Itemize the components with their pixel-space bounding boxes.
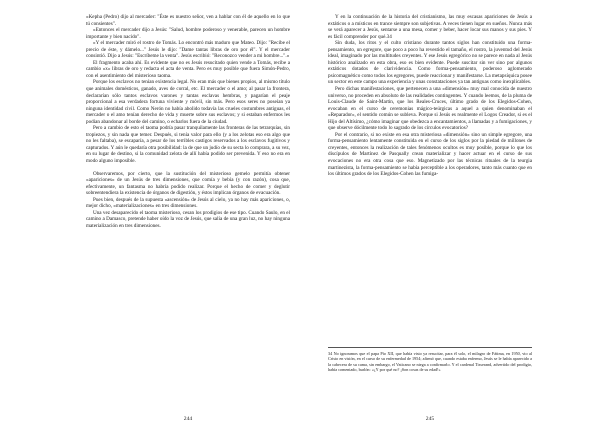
paragraph: Sin duda, los ritos y el culto cristiano durante tantos siglos han constituido una forma-pensamiento, un egregore, que poco a poco ha revestido el tamaño, el rostro, la juventud del Jesús ideal, imaginado por las multitudes creyentes. Y ese Jesús egregórico no se parece en nada al Jesús histórico analizado en esta obra, eso es bien evidente. Puede suscitar sin ver sino por algunos extáticos dotados de clarividencia. Como forma-pensamiento, poderoso aglomerado psicomagnético como todos los egregores, puede reaccionar y manifestarse. La metapsíquica posee un sector en este campo una experiencia y unas constataciones ya tan antiguas como inexplicables. — [328, 40, 532, 86]
right-page — [328, 14, 532, 422]
footnote-area — [328, 347, 532, 372]
paragraph: El fragmento acaba ahí. Es evidente que no es Jesús resucitado quien vende a Tomás, recibe a cambio «x» libras de oro y redacta el acta de venta. Pero es muy posible que fuera Simón-Pedro, con el asentimiento del misterioso taoma. — [86, 59, 290, 79]
right-page-body — [328, 14, 532, 178]
paragraph: Por el contrario, si no existe en esa otra misteriosa «dimensión» sino un simple egregore, una forma-pensamiento lentamente constituida en el curso de los siglos por la piedad de millones de creyentes, entonces la realización de tales fenómenos ocultos es muy posible, porque lo que los discípulos de Martínez de Pasqually crean materializar y hacer actuar en el curso de sus evocaciones no era otra cosa que eso. Magnetizado por las técnicas rituales de la teurgia martinezista, la forma-pensamiento se había perceptible a los operadores, tanto más cuanto que en los últimos grados de los Elegidos-Cohen las fumiga- — [328, 131, 532, 178]
paragraph: Y en la continuación de la historia del cristianismo, las muy escasas apariciones de Jesús a extáticos o a místicos en trance siempre son subjetivas. A veces tienen lugar en sueños. Nunca más se verá aparecer a Jesús, sentarse a una mesa, comer y beber, hacer locar sus manos y sus pies. Y es fácil comprender por qué.34 — [328, 14, 532, 40]
page-number: 245 — [425, 416, 435, 422]
page-number: 244 — [183, 416, 193, 422]
left-page — [86, 14, 290, 422]
footnote: 34 No ignoramos que el papa Pío XII, que había visto ya resucitar, para él solo, el milagro de Fátima, en 1950, vio al Cristo en visión, en el curso de su enfermedad de 1954; afirmó que, cuando estaba enfermo, Jesús se le había aparecido a la cabecera de su cama, sin embargo, el Vaticano se niega a confirmarlo. Y el cardenal Tisserand, advertido del prodigio, había comentado, burlón: «¿Y por qué no? ¡Son cosas de su edad!» — [328, 351, 532, 372]
paragraph: Pero dichas manifestaciones, que pertenecen a una «dimensión» muy mal conocida de nuestro universo, no proceden en absoluto de las realidades contingentes. Y cuando leemos, de la pluma de Louis-Claude de Saint-Martin, que los Reales-Cruces, último grado de los Elegidos-Cohen, evocaban en el curso de ceremonias mágico-teúrgicas a aquel a quien denominaban el «Reparador», el sentido común se subleva. Porque si Jesús es realmente el Logos Creador, si es el Hijo del Altísimo, ¿cómo imaginar que obedezca a encantamientos, a llamadas y a fumigaciones, y que observe dócilmente todo lo sagrado de los círculos evocatorios? — [328, 86, 532, 132]
left-page-body — [86, 14, 290, 230]
paragraph: Una vez desaparecido el taoma misterioso, cesan los prodigios de ese tipo. Cuando Saulo, en el camino a Damasco, pretende haber oído la voz de Jesús, que salía de una gran luz, no hay ninguna materialización en tres dimensiones. — [86, 209, 290, 229]
paragraph: »Entonces el mercader dijo a Jesús: "Salud, hombre poderoso y venerable, parecen un hombre importante y bien nacido". — [86, 27, 290, 40]
paragraph: »Y el mercader miró el rostro de Tomás. Lo encontró más maduro que Mateo. Dijo: "Recibe el precio de éste, y dámelo..." Jesús le dijo: "Dame tantas libras de oro por él". Y el mercader consintió. Dijo a Jesús: "Escríbeme la venta". Jesús escribió: "Reconozco vender a mi hombre...".» — [86, 40, 290, 60]
paragraph: Pero a cambio de esto el taoma podría pasar tranquilamente las fronteras de las tetrarquías, sin tropiezos, y sin nada que temer. Después, si tenía valor para ello (y a los zelotas eso era algo que no les faltaba), se escaparía, a pesar de los terribles castigos reservados a los esclavos fugitivos y capturados. Y aún le quedaría otra posibilidad: la de que un judío de su secta lo comprara, a su vez, en su lugar de destino, si la comunidad zelota de allí había podido ser prevenida. Y eso no era en modo alguno imposible. — [86, 125, 290, 165]
paragraph: «Kepha (Pedro) dijo al mercader: "Éste es nuestro señor, ven a hablar con él de aquello en lo que tú consientes". — [86, 14, 290, 27]
paragraph: Porque los esclavos no tenían existencia legal. No eran más que bienes propios, al mismo título que animales domésticos, ganado, aves de corral, etc. El mercader o el amo; al pasar la frontera, declararían sólo tantos esclavos varones y tantas esclavas hembras, y pagarían el peaje proporcional a esa verdadera fortuna viviente y móvil, sin más. Pero esos seres no poseían ya ninguna identidad civil. Como Nerón no había abolido todavía las crueles costumbres antiguas, el mercader o el amo tenían derecho de vida y muerte sobre sus esclavos; y si estaban enfermos les podían abandonar al borde del camino, o echarlos fuera de la ciudad. — [86, 79, 290, 125]
paragraph: Pues bien, después de la supuesta «ascensión» de Jesús al cielo, ya no hay más apariciones, o, mejor dicho, «materializaciones» en tres dimensiones. — [86, 196, 290, 210]
paragraph: Observaremos, por cierto, que la sustitución del misterioso gemelo permitía obtener «apariciones» de un Jesús de tres dimensiones, que comía y bebía (y con razón), cosa que, efectivamente, un fantasma no habría podido realizar. Porque el hecho de comer y deglutir sobreentendiera la existencia de órganos de digestión, y éstos implican órganos de evacuación. — [86, 170, 290, 197]
